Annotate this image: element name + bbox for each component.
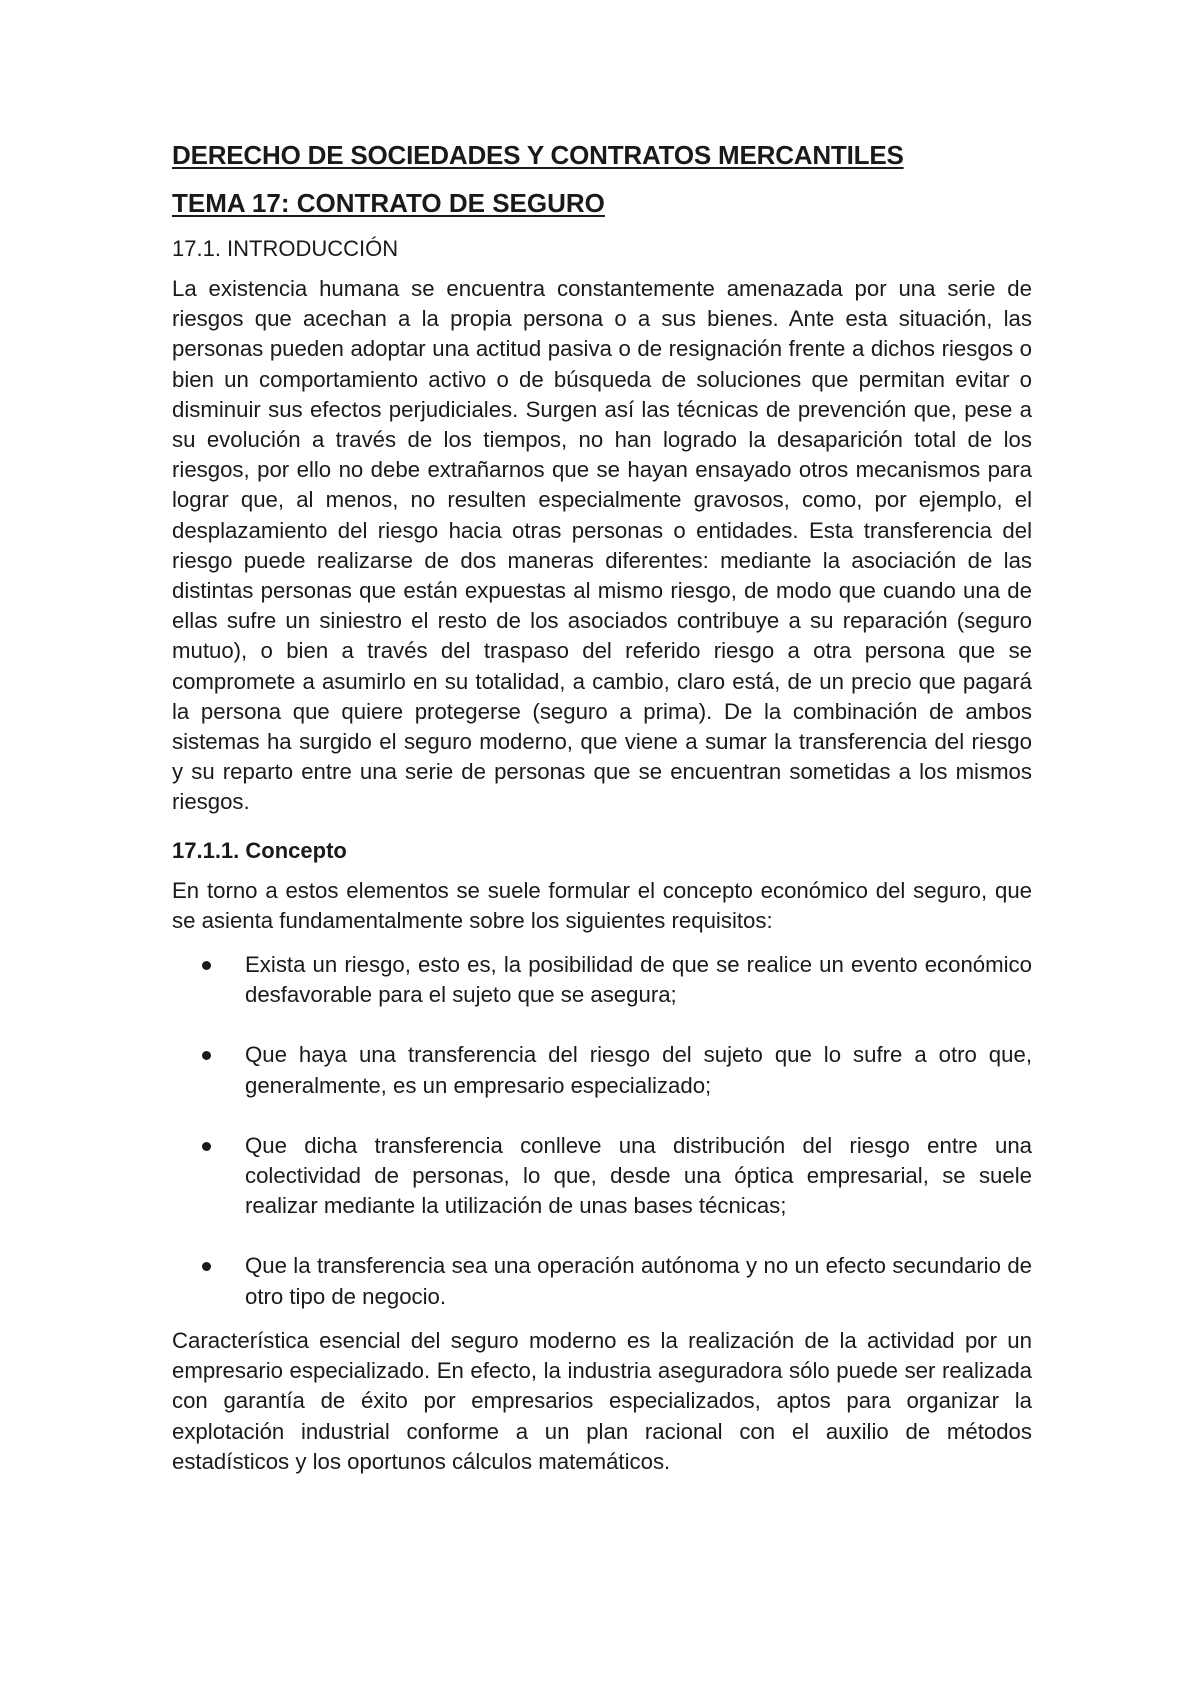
requirement-item xyxy=(172,1251,1032,1311)
intro-paragraph: La existencia humana se encuentra constantemente amenazada por una serie de riesgos que acechan a la propia persona o a sus bienes. Ante esta situación, las personas pueden adoptar una actitud pasiva o de resignación frente a dichos riesgos o bien un comportamiento activo o de búsqueda de soluciones que permitan evitar o disminuir sus efectos perjudiciales. Surgen así las técnicas de prevención que, pese a su evolución a través de los tiempos, no han logrado la desaparición total de los riesgos, por ello no debe extrañarnos que se hayan ensayado otros mecanismos para lograr que, al menos, no resulten especialmente gravosos, como, por ejemplo, el desplazamiento del riesgo hacia otras personas o entidades. Esta transferencia del riesgo puede realizarse de dos maneras diferentes: mediante la asociación de las distintas personas que están expuestas al mismo riesgo, de modo que cuando una de ellas sufre un siniestro el resto de los asociados contribuye a su reparación (seguro mutuo), o bien a través del traspaso del referido riesgo a otra persona que se compromete a asumirlo en su totalidad, a cambio, claro está, de un precio que pagará la persona que quiere protegerse (seguro a prima). De la combinación de ambos sistemas ha surgido el seguro moderno, que viene a sumar la transferencia del riesgo y su reparto entre una serie de personas que se encuentran sometidas a los mismos riesgos. xyxy=(172,276,1032,815)
bullet-icon xyxy=(202,961,211,970)
concept-paragraph: En torno a estos elementos se suele formular el concepto económico del seguro, que se asienta fundamentalmente sobre los siguientes requisitos: xyxy=(172,877,1032,933)
requirement-item xyxy=(172,950,1032,1010)
document-page xyxy=(172,138,1032,1477)
closing-paragraph: Característica esencial del seguro moderno es la realización de la actividad por un empresario especializado. En efecto, la industria aseguradora sólo puede ser realizada con garantía de éxito por empresarios especializados, aptos para organizar la explotación industrial conforme a un plan racional con el auxilio de métodos estadísticos y los oportunos cálculos matemáticos. xyxy=(172,1327,1032,1474)
requirement-item xyxy=(172,1131,1032,1222)
bullet-icon xyxy=(202,1262,211,1271)
document-title: DERECHO DE SOCIEDADES Y CONTRATOS MERCANTILES xyxy=(172,140,904,170)
tema-title: TEMA 17: CONTRATO DE SEGURO xyxy=(172,188,605,218)
requirement-text: Que haya una transferencia del riesgo del sujeto que lo sufre a otro que, generalmente, es un empresario especializado; xyxy=(245,1042,1032,1098)
requirement-text: Que la transferencia sea una operación autónoma y no un efecto secundario de otro tipo de negocio. xyxy=(245,1253,1032,1309)
requirement-text: Que dicha transferencia conlleve una distribución del riesgo entre una colectividad de personas, lo que, desde una óptica empresarial, se suele realizar mediante la utilización de unas bases técnicas; xyxy=(245,1132,1032,1219)
subsection-heading-concepto: 17.1.1. Concepto xyxy=(172,837,347,863)
bullet-icon xyxy=(202,1142,211,1151)
requirement-item xyxy=(172,1040,1032,1100)
section-heading-introduccion: 17.1. INTRODUCCIÓN xyxy=(172,236,399,261)
requirements-list xyxy=(172,950,1032,1312)
requirement-text: Exista un riesgo, esto es, la posibilidad de que se realice un evento económico desfavorable para el sujeto que se asegura; xyxy=(245,952,1032,1008)
bullet-icon xyxy=(202,1051,211,1060)
